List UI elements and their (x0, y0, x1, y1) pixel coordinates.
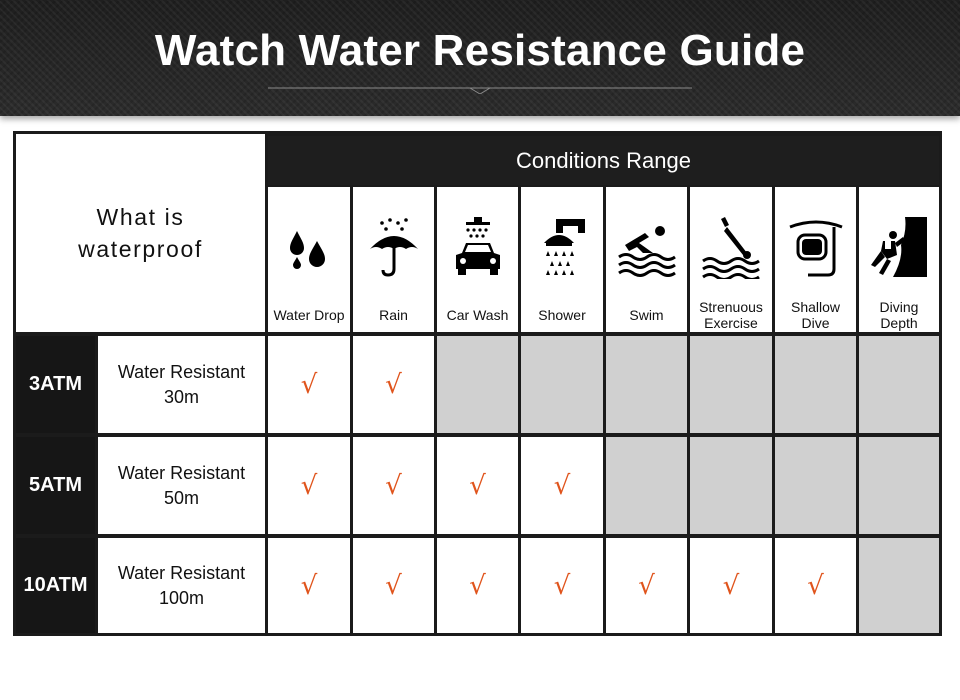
resistance-description (98, 538, 265, 633)
supported-cell (775, 538, 856, 633)
check-mark: √ (553, 570, 571, 601)
supported-cell (268, 437, 350, 534)
check-mark: √ (300, 369, 318, 400)
check-mark: √ (385, 470, 402, 501)
unsupported-cell (437, 336, 518, 433)
supported-cell (268, 538, 350, 633)
resistance-line: Water Resistant (117, 562, 246, 583)
condition-car-wash (437, 187, 518, 332)
condition-label-text (379, 307, 408, 323)
atm-label-10atm: 10ATM (16, 538, 95, 633)
supported-cell (437, 538, 518, 633)
condition-label-text (629, 307, 663, 323)
condition-diving-depth (859, 187, 939, 332)
condition-label-line: Swim (629, 307, 664, 323)
atm-label-3atm: 3ATM (16, 336, 95, 433)
supported-cell (521, 538, 603, 633)
supported-cell (353, 538, 434, 633)
supported-cell (606, 538, 687, 633)
condition-rain (353, 187, 434, 332)
unsupported-cell (521, 336, 603, 433)
atm-label-5atm: 5ATM (16, 437, 95, 534)
check-mark: √ (638, 570, 655, 601)
supported-cell (353, 336, 434, 433)
check-mark: √ (385, 369, 402, 400)
resistance-line: 50m (163, 487, 199, 508)
check-mark: √ (300, 570, 318, 601)
condition-shallow-dive (775, 187, 856, 332)
resistance-description (98, 336, 265, 433)
condition-water-drop (268, 187, 350, 332)
unsupported-cell (859, 336, 939, 433)
what-is-line-1: What is (96, 204, 185, 230)
check-mark: √ (300, 470, 318, 501)
title-banner (0, 0, 960, 116)
unsupported-cell (775, 336, 856, 433)
condition-label-line: Diving (879, 299, 919, 315)
check-mark: √ (807, 570, 824, 601)
resistance-line: Water Resistant (117, 462, 246, 483)
resistance-line: Water Resistant (117, 361, 246, 382)
supported-cell (521, 437, 603, 534)
condition-label-line: Shower (538, 307, 586, 323)
unsupported-cell (690, 336, 772, 433)
unsupported-cell (775, 437, 856, 534)
resistance-description (98, 437, 265, 534)
condition-label-line: Depth (880, 315, 918, 331)
check-mark: √ (469, 570, 486, 601)
condition-label-line: Dive (801, 315, 830, 331)
resistance-line: 100m (158, 587, 205, 608)
condition-label-text (699, 299, 763, 331)
supported-cell (353, 437, 434, 534)
condition-label-text (447, 307, 509, 323)
what-is-line-2: waterproof (78, 236, 203, 262)
unsupported-cell (606, 336, 687, 433)
condition-label-line: Exercise (704, 315, 758, 331)
page-title: Watch Water Resistance Guide (154, 26, 806, 75)
unsupported-cell (859, 437, 939, 534)
unsupported-cell (859, 538, 939, 633)
what-is-waterproof-header (16, 134, 265, 332)
check-mark: √ (722, 570, 740, 601)
condition-label-line: Shallow (790, 299, 841, 315)
condition-label-line: Rain (379, 307, 408, 323)
condition-shower (521, 187, 603, 332)
condition-label-text (538, 307, 585, 323)
unsupported-cell (606, 437, 687, 534)
condition-label-line: Car Wash (446, 307, 509, 323)
conditions-range-header: Conditions Range (268, 136, 939, 185)
supported-cell (437, 437, 518, 534)
unsupported-cell (690, 437, 772, 534)
supported-cell (690, 538, 772, 633)
condition-label-line: Water Drop (273, 307, 345, 323)
condition-label-text (273, 307, 344, 323)
condition-label-line: Strenuous (699, 299, 763, 315)
condition-label-text (791, 299, 840, 331)
resistance-line: 30m (163, 386, 199, 407)
title-underline (268, 86, 692, 94)
condition-swim (606, 187, 687, 332)
supported-cell (268, 336, 350, 433)
condition-strenuous-exercise (690, 187, 772, 332)
check-mark: √ (385, 570, 402, 601)
condition-label-text (880, 299, 919, 331)
check-mark: √ (469, 470, 486, 501)
check-mark: √ (553, 470, 571, 501)
